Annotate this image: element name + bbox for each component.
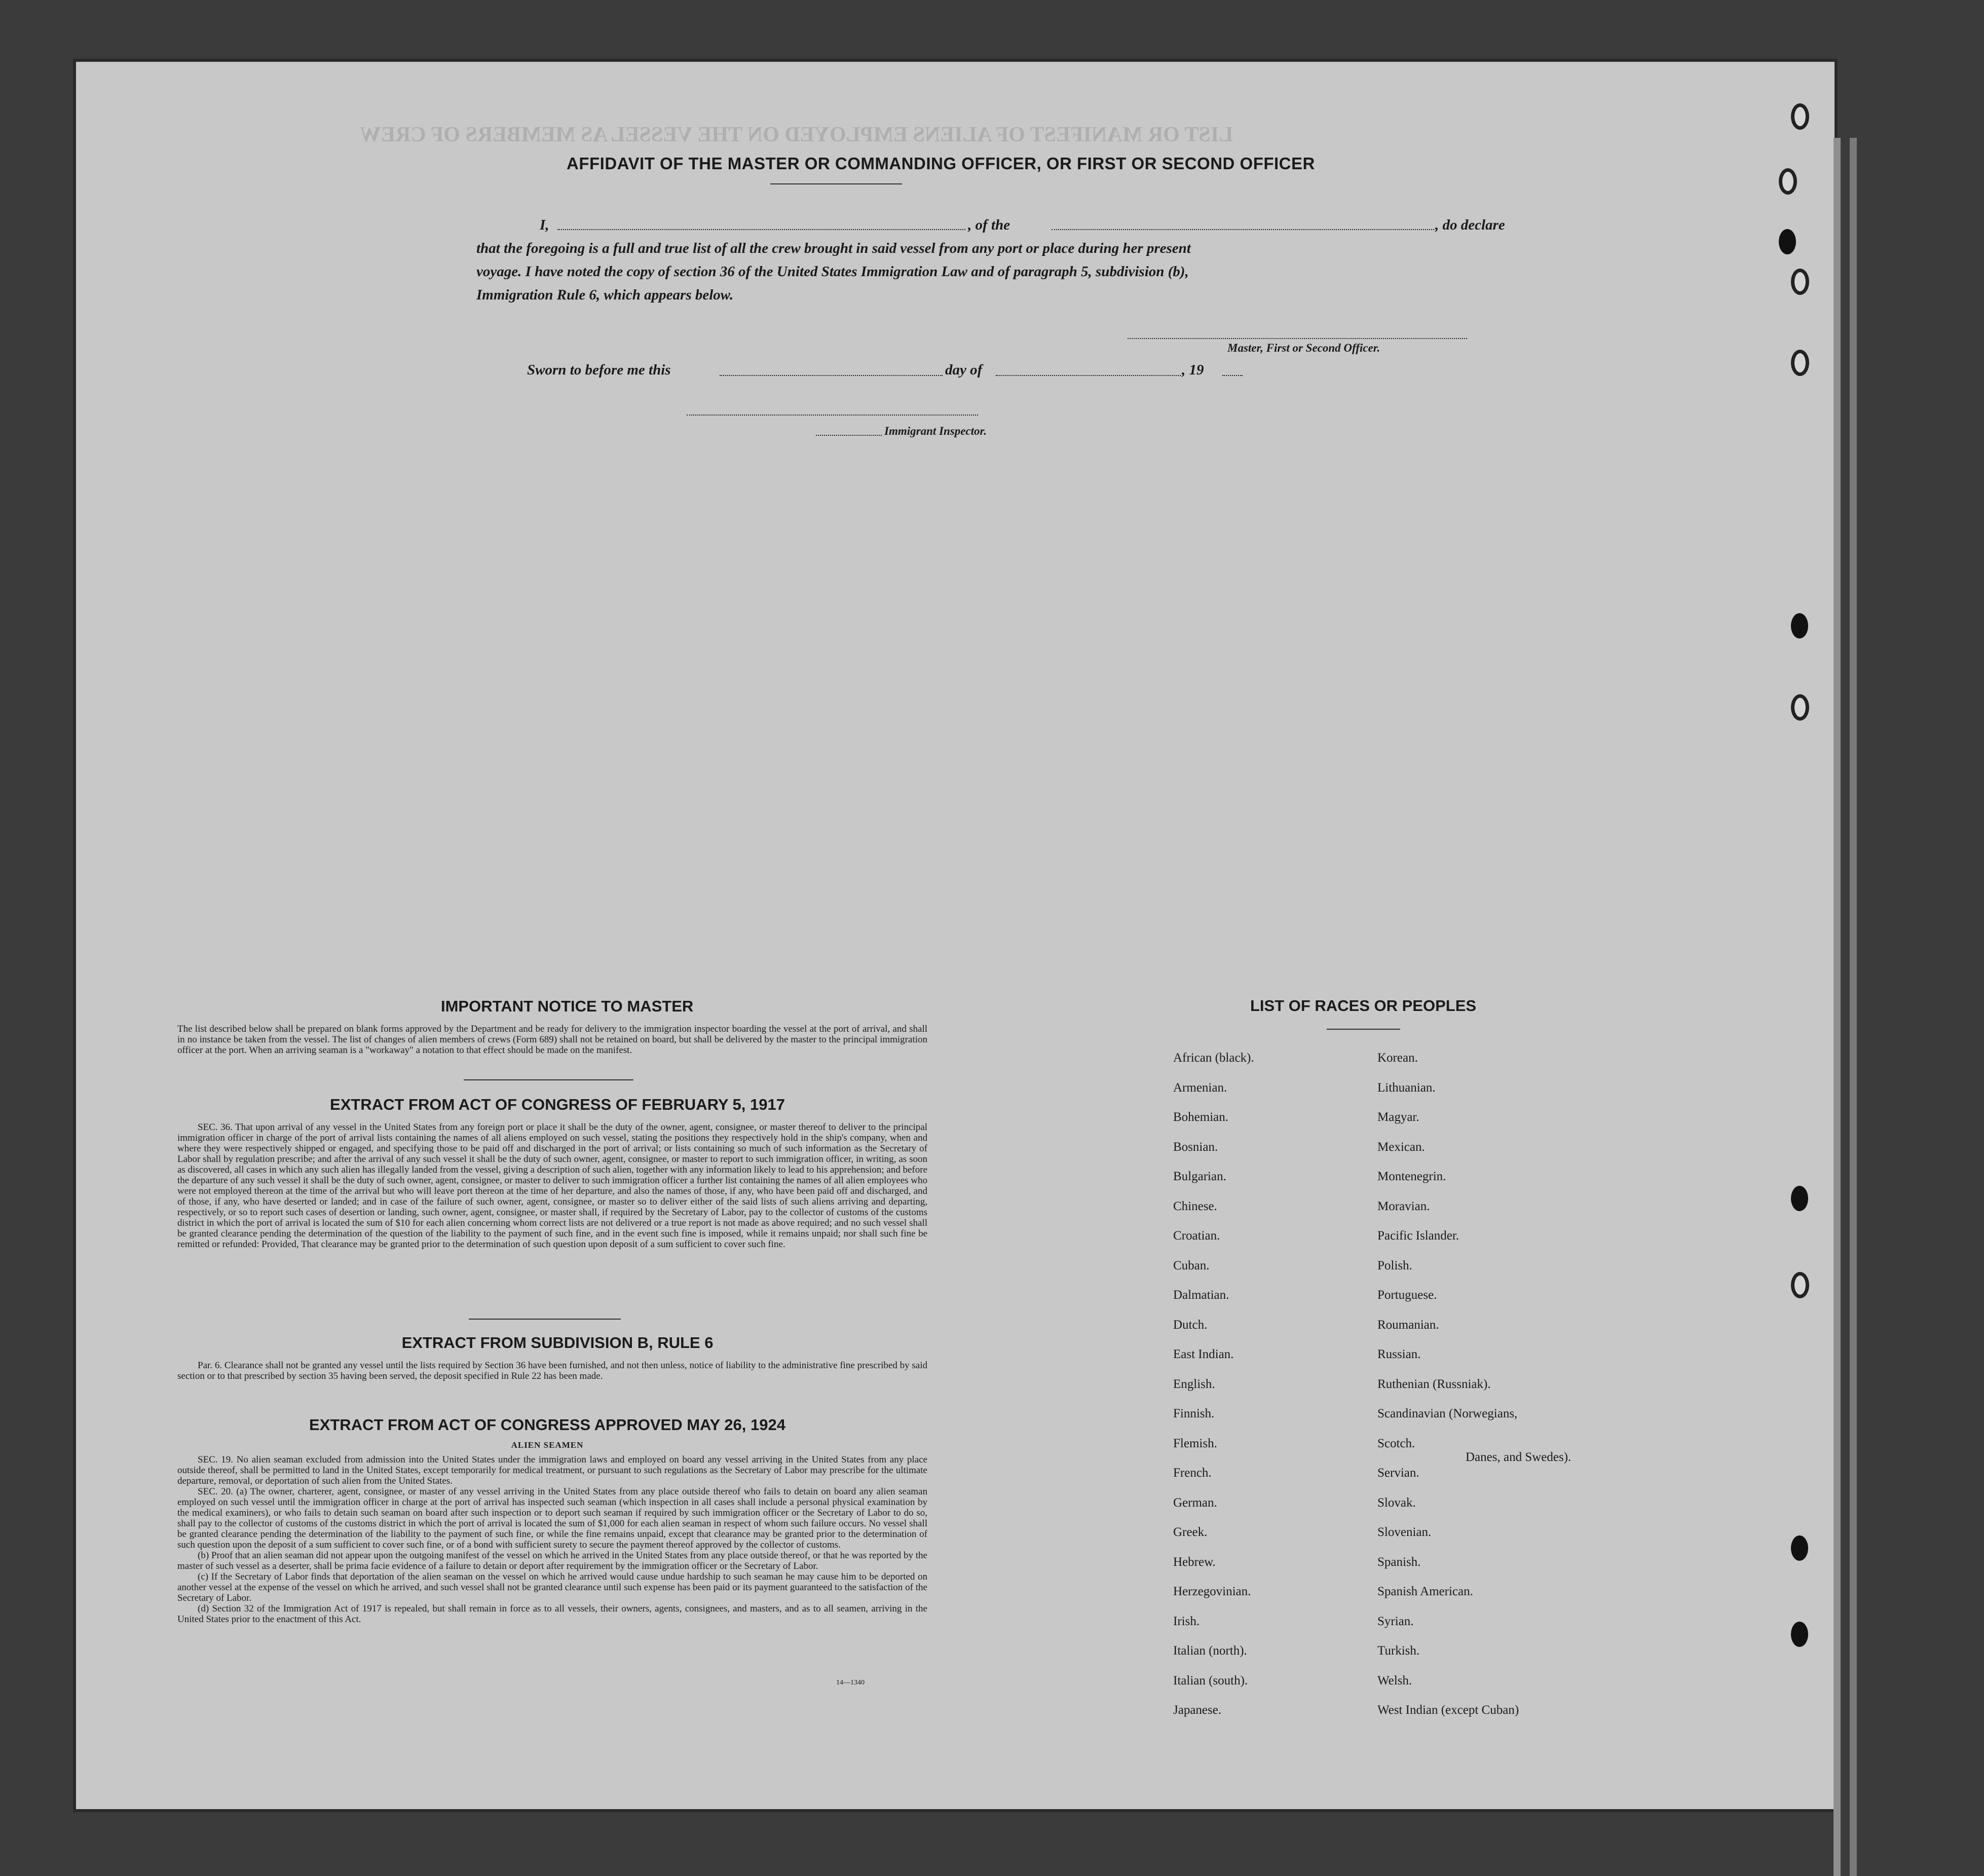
- extract-1924-sec20c: (c) If the Secretary of Labor finds that deportation of the alien seaman on the vessel on which he arrived would cause undue hardship to such seaman he may cause him to be deported on another vessel at the expense of the vessel on which he arrived, and such vessel shall not be granted clearance until such expense has been paid or its payment guaranteed to the satisfaction of the Secretary of Labor.: [177, 1571, 927, 1603]
- race-item: Herzegovinian.: [1173, 1585, 1251, 1598]
- sworn-month-field[interactable]: [996, 375, 1181, 376]
- inspector-signature-field[interactable]: [687, 415, 978, 416]
- race-item: West Indian (except Cuban): [1377, 1703, 1519, 1717]
- affidavit-line1-c: , do declare: [1435, 217, 1505, 233]
- sworn-year-field[interactable]: [1222, 375, 1243, 376]
- binder-hole-icon: [1791, 613, 1808, 639]
- race-item: Spanish American.: [1377, 1585, 1473, 1598]
- extract-1917-body: SEC. 36. That upon arrival of any vessel in the United States from any foreign port or place it shall be the duty of the owner, agent, consignee, or master thereof to deliver to the principal immigration officer in charge of the port of arrival lists containing the names of all aliens employed on such vessel, stating the positions they respectively hold in the ship's company, when and where they were respectively shipped or engaged, and specifying those to be paid off and discharged in the port of arrival; or lists containing so much of such information as the Secretary of Labor shall by regulation prescribe; and after the arrival of any such vessel it shall be the duty of such owner, agent, consignee, or master to report to such immigration officer, in writing, as soon as discovered, all cases in which any such alien has illegally landed from the vessel, giving a description of such alien, together with any information likely to lead to his apprehension; and before the departure of any such vessel it shall be the duty of such owner, agent, consignee, or master to deliver to such immigration officer a further list containing the names of all alien employees who were not employed thereon at the time of the arrival but who will leave port thereon at the time of her departure, and also the names of those, if any, who have been paid off and discharged, and of those, if any, who have deserted or landed; and in case of the failure of such owner, agent, consignee, or master so to deliver either of the said lists of such aliens arriving and departing, respectively, or so to report such cases of desertion or landing, such owner, agent, consignee, or master shall, if required by the Secretary of Labor, pay to the collector of customs of the customs district in which the port of arrival is located the sum of $10 for each alien concerning whom correct lists are not delivered or a true report is not made as above required; and no such vessel shall be granted clearance pending the determination of the question of the liability to the payment of such fine, and in the event such fine is imposed, while it remains unpaid; nor shall such fine be remitted or refunded: Provided, That clearance may be granted prior to the determination of such question upon deposit of a sum sufficient to cover such fine.: [177, 1122, 927, 1250]
- binder-hole-icon: [1791, 1272, 1809, 1298]
- race-item: Scandinavian (Norwegians,: [1377, 1407, 1518, 1420]
- race-item: Slovak.: [1377, 1495, 1416, 1510]
- binder-hole-icon: [1791, 694, 1809, 721]
- sworn-day-field[interactable]: [720, 375, 943, 376]
- extract-1917-title: EXTRACT FROM ACT OF CONGRESS OF FEBRUARY 5, 1917: [330, 1096, 785, 1113]
- race-item: Japanese.: [1173, 1703, 1222, 1717]
- inspector-label: Immigrant Inspector.: [884, 425, 987, 437]
- affidavit-line3: voyage. I have noted the copy of section 36 of the United States Immigration Law and of paragraph 5, subdivision (b),: [476, 264, 1189, 280]
- sworn-text-b: day of: [945, 362, 983, 378]
- race-item: Chinese.: [1173, 1199, 1217, 1213]
- extract-1924-sec20a: SEC. 20. (a) The owner, charterer, agent, consignee, or master of any vessel arriving in the United States from any place outside thereof who fails to detain on board any alien seaman employed on such vessel until the immigration officer in charge at the port of arrival has inspected such seaman (which inspection in all cases shall include a personal physical examination by the medical examiners), or who fails to detain such seaman on board after such inspection or to deport such seaman if required by such immigration officer or the Secretary of Labor to do so, shall pay to the collector of customs of the customs district in which the port of arrival is located the sum of $1,000 for each alien seaman in respect of whom such failure occurs. No vessel shall be granted clearance pending the determination of the liability to the payment of such fine, or while the fine remains unpaid, except that clearance may be granted prior to the determination of such question upon the deposit of a sum sufficient to cover such fine, or of a bond with sufficient surety to secure the payment thereof approved by the collector of customs.: [177, 1486, 927, 1550]
- rule6-title: EXTRACT FROM SUBDIVISION B, RULE 6: [401, 1334, 714, 1352]
- extract-1924-title: EXTRACT FROM ACT OF CONGRESS APPROVED MAY 26, 1924: [309, 1416, 785, 1434]
- race-item: French.: [1173, 1466, 1212, 1480]
- sheet-edge-1: [1833, 138, 1841, 1876]
- affidavit-line2: that the foregoing is a full and true list of all the crew brought in said vessel from any port or place during her present: [476, 240, 1191, 256]
- race-item: Servian.: [1377, 1466, 1419, 1480]
- binder-hole-icon: [1791, 103, 1809, 130]
- extract-1924-subtitle: ALIEN SEAMEN: [511, 1440, 584, 1450]
- race-item: Polish.: [1377, 1258, 1412, 1272]
- sheet-edge-2: [1850, 138, 1857, 1876]
- binder-hole-icon: [1791, 269, 1809, 295]
- binder-hole-icon: [1791, 1622, 1808, 1647]
- race-item: Mexican.: [1377, 1140, 1425, 1154]
- race-item: Magyar.: [1377, 1110, 1419, 1124]
- race-item: Portuguese.: [1377, 1288, 1437, 1302]
- races-title: LIST OF RACES OR PEOPLES: [1250, 997, 1477, 1015]
- sworn-text-c: , 19: [1182, 362, 1204, 378]
- race-item: English.: [1173, 1377, 1215, 1391]
- affidavit-line1-b: , of the: [968, 217, 1010, 233]
- race-item: Dutch.: [1173, 1318, 1208, 1332]
- race-scandinavian-continued: Danes, and Swedes).: [1466, 1450, 1571, 1464]
- race-item: Montenegrin.: [1377, 1170, 1446, 1183]
- extract-1924-sec20b: (b) Proof that an alien seaman did not appear upon the outgoing manifest of the vessel on which he arrived in the United States from any place outside thereof, or that he was reported by the master of such vessel as a deserter, shall be prima facie evidence of a failure to detain or deport after requirement by the immigration officer or the Secretary of Labor.: [177, 1550, 927, 1571]
- form-number: 14—1340: [836, 1679, 865, 1686]
- notice-title: IMPORTANT NOTICE TO MASTER: [441, 997, 694, 1015]
- race-item: Ruthenian (Russniak).: [1377, 1377, 1491, 1391]
- race-item: Syrian.: [1377, 1614, 1414, 1628]
- race-item: African (black).: [1173, 1051, 1254, 1065]
- race-item: Korean.: [1377, 1051, 1418, 1065]
- officer-signature-field[interactable]: [1128, 338, 1467, 339]
- binder-hole-icon: [1791, 1186, 1808, 1211]
- notice-body: The list described below shall be prepared on blank forms approved by the Department and be ready for delivery to the immigration inspector boarding the vessel at the port of arrival, and shall in no instance be taken from the vessel. The list of changes of alien members of crews (Form 689) shall not be retained on board, but shall be delivered by the master to the principal immigration officer at the port. When an arriving seaman is a "workaway" a notation to that effect should be made on the manifest.: [177, 1024, 927, 1056]
- race-item: Cuban.: [1173, 1258, 1210, 1272]
- extract-1924-body: [177, 1454, 927, 1625]
- race-item: Italian (north).: [1173, 1644, 1247, 1658]
- race-item: Pacific Islander.: [1377, 1229, 1459, 1243]
- race-item: Roumanian.: [1377, 1318, 1439, 1332]
- binder-hole-icon: [1779, 168, 1797, 195]
- affidavit-line1-a: I,: [540, 217, 549, 233]
- race-item: Welsh.: [1377, 1673, 1412, 1687]
- race-item: Russian.: [1377, 1347, 1421, 1361]
- race-item: Flemish.: [1173, 1436, 1217, 1450]
- binder-hole-icon: [1791, 1535, 1808, 1561]
- race-item: Spanish.: [1377, 1555, 1421, 1569]
- rule6-body: Par. 6. Clearance shall not be granted any vessel until the lists required by Section 36 have been furnished, and not then unless, notice of liability to the administrative fine prescribed by said section or to that prescribed by section 35 having been served, the deposit specified in Rule 22 has been made.: [177, 1360, 927, 1381]
- races-title-rule: [1327, 1029, 1400, 1030]
- name-field[interactable]: [557, 229, 965, 230]
- affidavit-line4: Immigration Rule 6, which appears below.: [476, 287, 734, 303]
- race-item: Finnish.: [1173, 1407, 1215, 1420]
- extract-1917-rule: [469, 1319, 621, 1320]
- inspector-sub-line: [816, 435, 882, 436]
- race-item: Turkish.: [1377, 1644, 1420, 1658]
- sworn-text-a: Sworn to before me this: [527, 362, 671, 378]
- race-item: German.: [1173, 1495, 1217, 1510]
- race-item: Scotch.: [1377, 1436, 1415, 1450]
- officer-signature-label: Master, First or Second Officer.: [1227, 342, 1380, 354]
- extract-1924-sec19: SEC. 19. No alien seaman excluded from admission into the United States under the immigration laws and employed on board any vessel arriving in the United States from any place outside thereof, shall be permitted to land in the United States, except temporarily for medical treatment, or pursuant to such regulations as the Secretary of Labor may prescribe for the ultimate departure, removal, or deportation of such alien from the United States.: [177, 1454, 927, 1486]
- race-item: Bohemian.: [1173, 1110, 1229, 1124]
- race-item: Greek.: [1173, 1525, 1208, 1539]
- race-item: East Indian.: [1173, 1347, 1234, 1361]
- race-item: Moravian.: [1377, 1199, 1430, 1213]
- race-item: Italian (south).: [1173, 1673, 1248, 1687]
- race-item: Hebrew.: [1173, 1555, 1216, 1569]
- vessel-field[interactable]: [1052, 229, 1434, 230]
- race-item: Dalmatian.: [1173, 1288, 1229, 1302]
- race-item: Croatian.: [1173, 1229, 1220, 1243]
- notice-rule: [464, 1079, 633, 1080]
- race-item: Lithuanian.: [1377, 1080, 1436, 1095]
- bleed-through-title: LIST OR MANIFEST OF ALIENS EMPLOYED ON THE VESSEL AS MEMBERS OF CREW: [360, 123, 1233, 146]
- affidavit-title-rule: [770, 183, 902, 184]
- race-item: Slovenian.: [1377, 1525, 1432, 1539]
- race-item: Bulgarian.: [1173, 1170, 1226, 1183]
- affidavit-title: AFFIDAVIT OF THE MASTER OR COMMANDING OFFICER, OR FIRST OR SECOND OFFICER: [567, 154, 1315, 173]
- binder-hole-icon: [1779, 229, 1796, 254]
- race-item: Bosnian.: [1173, 1140, 1218, 1154]
- race-item: Irish.: [1173, 1614, 1200, 1628]
- race-item: Armenian.: [1173, 1080, 1227, 1095]
- binder-hole-icon: [1791, 350, 1809, 376]
- document-sheet: [76, 62, 1835, 1809]
- extract-1924-sec20d: (d) Section 32 of the Immigration Act of 1917 is repealed, but shall remain in force as to all vessels, their owners, agents, consignees, and masters, and as to all seamen, arriving in the United States prior to the enactment of this Act.: [177, 1603, 927, 1625]
